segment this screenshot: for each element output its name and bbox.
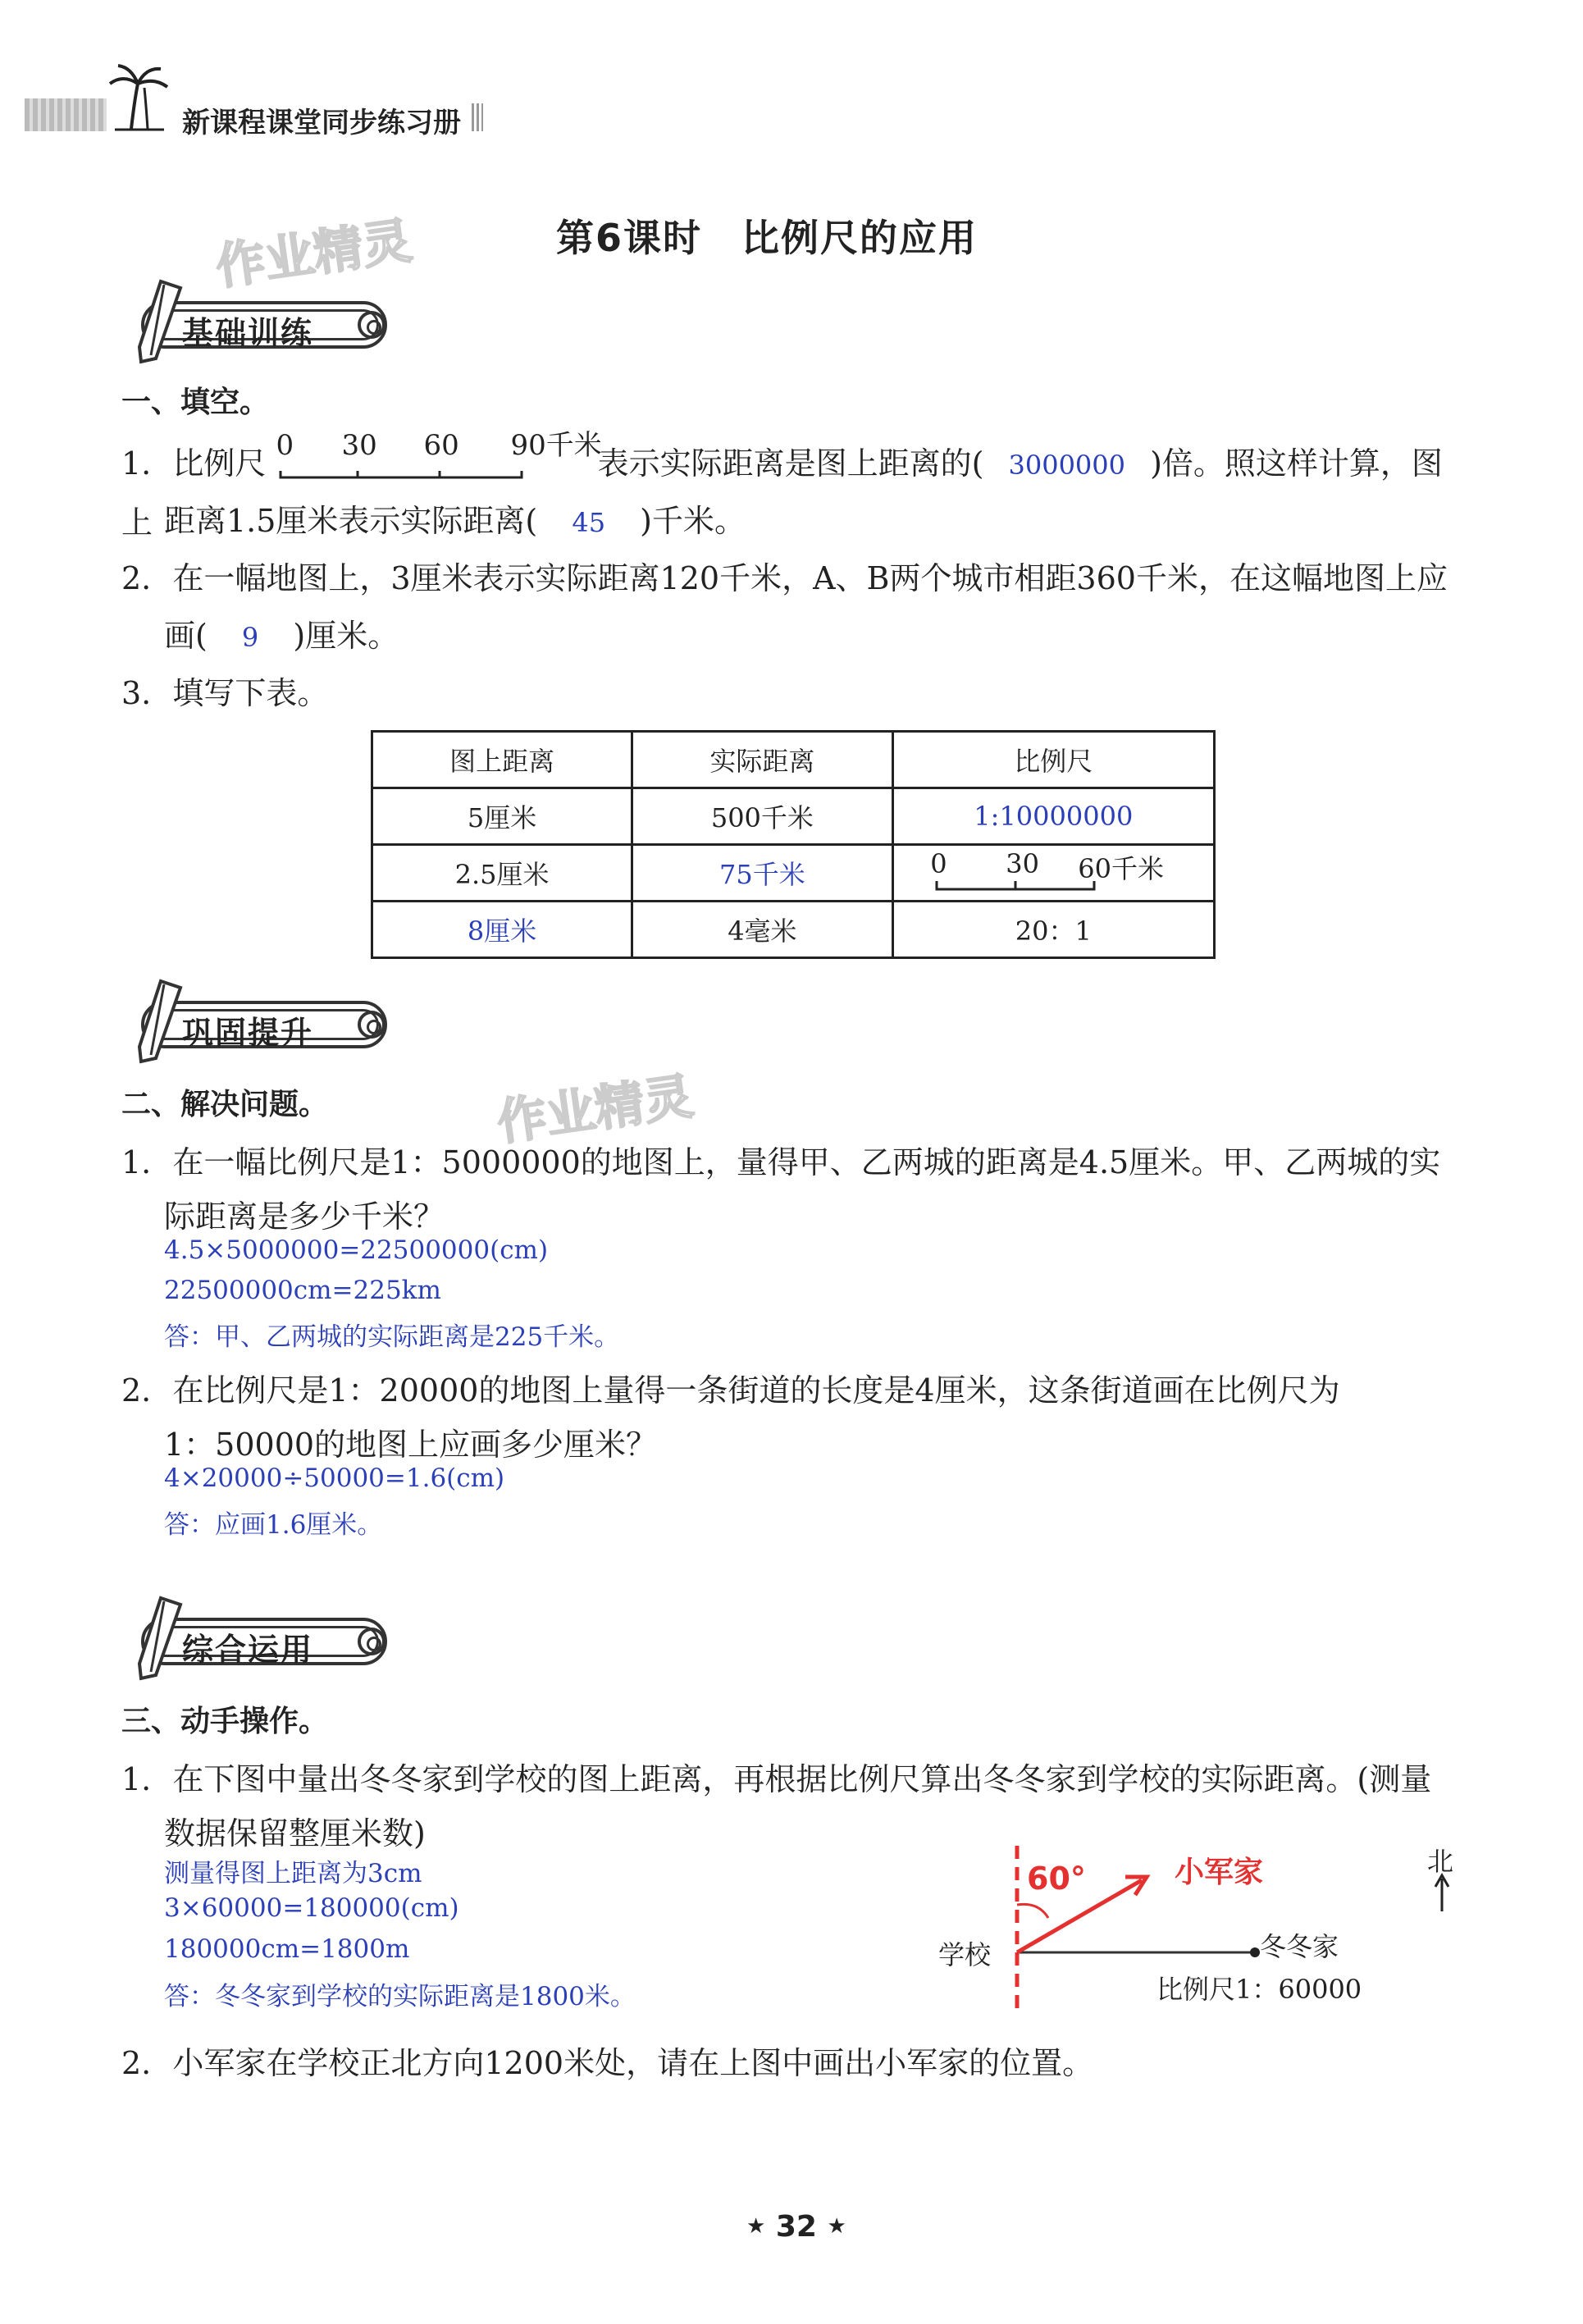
table-cell-scale-bar <box>892 845 1214 902</box>
page-number-value: 32 <box>775 2210 817 2244</box>
watermark: 作业精灵 <box>212 212 416 297</box>
table-cell: 5厘米 <box>372 788 632 845</box>
q-num: 2. <box>121 1372 152 1409</box>
dongdong-home-label: 冬冬家 <box>1260 1931 1339 1962</box>
scale-tick: 30 <box>1006 848 1040 879</box>
q-text: 填写下表。 <box>172 675 329 711</box>
pencil-icon <box>123 976 189 1066</box>
page-title: 第6课时 比例尺的应用 <box>556 216 979 260</box>
header-end-bars <box>472 103 483 131</box>
table-cell: 4毫米 <box>632 902 892 958</box>
question-1-2-line2 <box>164 607 399 666</box>
scale-table <box>371 730 1216 959</box>
answer-line: 22500000cm=225km <box>164 1276 441 1305</box>
section-label: 综合运用 <box>182 1632 314 1668</box>
q-num: 3. <box>121 675 152 711</box>
answer-line: 答：甲、乙两城的实际距离是225千米。 <box>164 1322 620 1352</box>
q-num: 1. <box>121 445 152 482</box>
scale-tick: 30 <box>341 429 377 462</box>
star-icon: ★ <box>827 2214 846 2239</box>
table-row <box>372 788 1215 845</box>
watermark: 作业精灵 <box>493 1067 697 1153</box>
question-3-1-line2: 数据保留整厘米数) <box>164 1815 426 1851</box>
table-header-row <box>372 732 1215 788</box>
answer-line: 答：应画1.6厘米。 <box>164 1510 383 1540</box>
section-badge-basic <box>123 291 394 357</box>
page-number <box>746 2210 846 2244</box>
section-label: 巩固提升 <box>182 1015 314 1051</box>
q-num: 1. <box>121 1144 152 1180</box>
answer-value: 3000000 <box>1008 450 1125 481</box>
table-row <box>372 902 1215 958</box>
table-cell-answer: 75千米 <box>632 845 892 902</box>
table-header: 比例尺 <box>892 732 1214 788</box>
answer-line: 答：冬冬家到学校的实际距离是1800米。 <box>164 1982 636 2011</box>
section-label: 基础训练 <box>182 315 314 351</box>
series-title: 新课程课堂同步练习册 <box>182 107 461 139</box>
answer-value: 9 <box>241 622 259 653</box>
question-1-3 <box>121 664 328 722</box>
ring-icon <box>358 311 385 339</box>
question-3-2 <box>121 2034 1483 2092</box>
answer-line: 180000cm=1800m <box>164 1934 410 1964</box>
q-text: 在一幅比例尺是1：5000000的地图上，量得甲、乙两城的距离是4.5厘米。甲、乙两城的实 <box>172 1144 1441 1180</box>
q-text: 比例尺 <box>172 445 267 482</box>
q-text: 在一幅地图上，3厘米表示实际距离120千米，A、B两个城市相距360千米，在这幅地图上应 <box>172 560 1448 596</box>
q-text: 表示实际距离是图上距离的( <box>597 445 984 482</box>
table-cell: 2.5厘米 <box>372 845 632 902</box>
q-text: 小军家在学校正北方向1200米处，请在上图中画出小军家的位置。 <box>172 2045 1094 2081</box>
question-3-1 <box>121 1751 1483 1808</box>
table-cell-answer: 1:10000000 <box>892 788 1214 845</box>
answer-line: 测量得图上距离为3cm <box>164 1859 422 1888</box>
table-header: 实际距离 <box>632 732 892 788</box>
q-text: )厘米。 <box>293 618 399 654</box>
table-cell: 20：1 <box>892 902 1214 958</box>
star-icon: ★ <box>746 2214 766 2239</box>
angle-label: 60° <box>1027 1861 1086 1897</box>
xiaojun-home-label: 小军家 <box>1175 1856 1264 1889</box>
part3-heading: 三、动手操作。 <box>121 1705 329 1738</box>
table-cell: 500千米 <box>632 788 892 845</box>
answer-line: 4×20000÷50000=1.6(cm) <box>164 1463 505 1493</box>
table-header: 图上距离 <box>372 732 632 788</box>
q-num: 2. <box>121 560 152 596</box>
map-diagram <box>935 1838 1460 2018</box>
part1-heading: 一、填空。 <box>121 386 270 419</box>
scale-tick: 60千米 <box>1078 853 1165 884</box>
pencil-icon <box>123 276 189 367</box>
section-badge-consolidate <box>123 991 394 1057</box>
q-text: 在下图中量出冬冬家到学校的图上距离，再根据比例尺算出冬冬家到学校的实际距离。(测量 <box>172 1761 1432 1797</box>
question-2-1 <box>121 1134 1483 1191</box>
q-text: 距离1.5厘米表示实际距离( <box>164 503 538 539</box>
scale-tick: 60 <box>423 429 459 462</box>
answer-line: 3×60000=180000(cm) <box>164 1893 459 1923</box>
question-2-2 <box>121 1362 1483 1419</box>
q-num: 2. <box>121 2045 152 2081</box>
part2-heading: 二、解决问题。 <box>121 1088 329 1121</box>
question-1-1-line2 <box>164 492 746 551</box>
scale-tick: 90千米 <box>510 429 602 462</box>
ring-icon <box>358 1011 385 1039</box>
scale-tick: 0 <box>930 848 947 879</box>
q-text: 在比例尺是1：20000的地图上量得一条街道的长度是4厘米，这条街道画在比例尺为 <box>172 1372 1340 1409</box>
header-bar <box>25 98 107 131</box>
q-text: )千米。 <box>640 503 746 539</box>
question-2-2-line2: 1：50000的地图上应画多少厘米？ <box>164 1427 658 1463</box>
answer-line: 4.5×5000000=22500000(cm) <box>164 1235 549 1265</box>
scale-bar <box>276 429 602 477</box>
map-scale-label: 比例尺1：60000 <box>1156 1974 1362 2005</box>
answer-value: 45 <box>572 507 606 538</box>
ring-icon <box>358 1628 385 1655</box>
question-1-2 <box>121 550 1483 607</box>
table-cell-answer: 8厘米 <box>372 902 632 958</box>
section-badge-comprehensive <box>123 1608 394 1673</box>
q-num: 1. <box>121 1761 152 1797</box>
q-text: )倍。照这样计算，图上 <box>121 445 1443 541</box>
palm-tree-logo <box>107 59 172 133</box>
question-2-1-line2: 际距离是多少千米？ <box>164 1199 445 1235</box>
scale-tick: 0 <box>276 429 294 462</box>
pencil-icon <box>123 1593 189 1683</box>
school-label: 学校 <box>938 1939 992 1970</box>
table-row <box>372 845 1215 902</box>
q-text: 画( <box>164 618 208 654</box>
north-label: 北 <box>1427 1846 1454 1877</box>
